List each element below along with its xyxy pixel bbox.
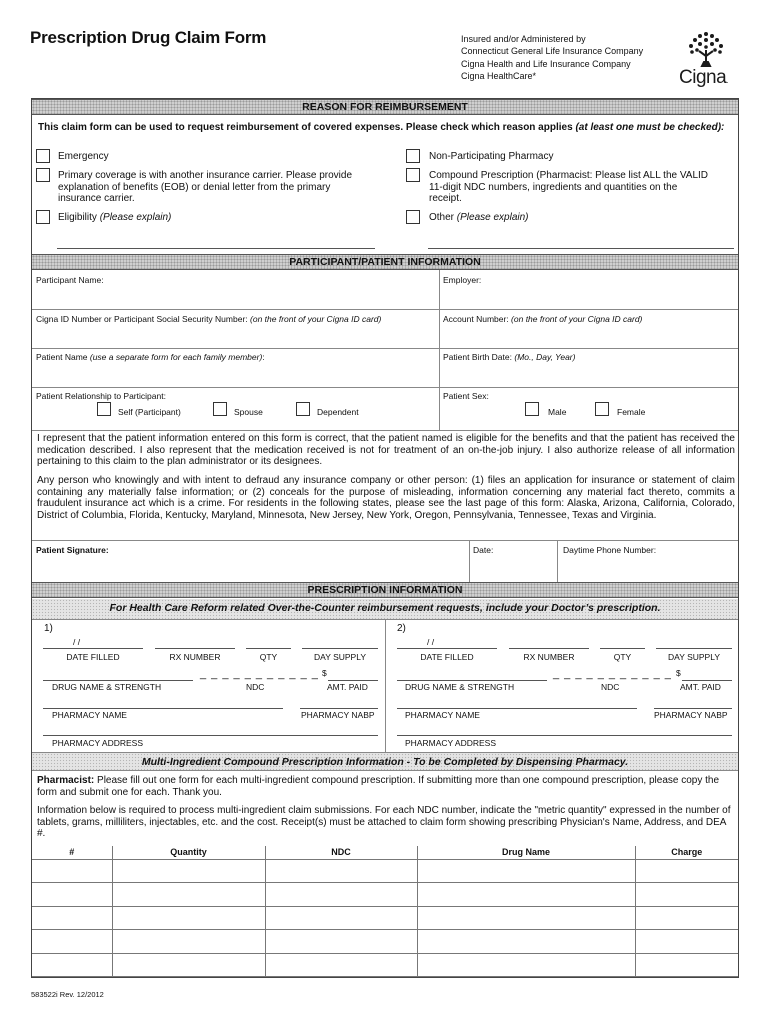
primary-coverage-label: Primary coverage is with another insurance carrier. Please provide explanation of benefits (EOB) or denial letter from the primary insurance carrier. — [58, 170, 353, 204]
rx2-rx-number-line[interactable] — [509, 648, 589, 649]
patient-name-note: (use a separate form for each family member) — [89, 352, 263, 362]
rx1-ndc-label: NDC — [246, 682, 265, 692]
rx2-ndc-field[interactable]: _ _ _ _ _ _ _ _ _ _ _ — [553, 668, 672, 680]
representation-statement: I represent that the patient information entered on this form is correct, that the patient named is eligible for the benefits and that the patient has received the medication described. I also represent that the medication received is not for treatment of an on-the-job injury. I also authorize release of all information pertaining to this claim to the plan administrator or its designees. — [37, 433, 735, 467]
pharmacist-text: Please fill out one form for each multi-ingredient compound prescription. If submitting more than one compound prescription, please copy the form and submit one for each. Thank you. — [37, 775, 720, 798]
rx1-qty-label: QTY — [259, 652, 278, 662]
cell-ndc[interactable] — [265, 930, 417, 954]
rx2-pharmacy-name-line[interactable] — [397, 708, 637, 709]
employer-field[interactable]: Employer: — [443, 275, 482, 285]
dependent-label: Dependent — [317, 407, 359, 417]
table-row — [32, 930, 738, 954]
rx1-number: 1) — [44, 623, 53, 634]
rx2-pharmacy-name-label: PHARMACY NAME — [405, 710, 480, 720]
cigna-id-note: (on the front of your Cigna ID card) — [250, 314, 382, 324]
self-checkbox[interactable] — [97, 402, 111, 416]
ingredient-header-row — [32, 846, 738, 859]
cell-ndc[interactable] — [265, 906, 417, 930]
participant-name-field[interactable]: Participant Name: — [36, 275, 104, 285]
rx1-pharmacy-address-label: PHARMACY ADDRESS — [52, 738, 144, 748]
rx2-pharmacy-nabp-line[interactable] — [654, 708, 732, 709]
rx2-drug-name-label: DRUG NAME & STRENGTH — [405, 682, 515, 692]
relationship-label: Patient Relationship to Participant: — [36, 391, 166, 401]
pharmacist-label: Pharmacist: — [37, 775, 95, 786]
cell-drug-name[interactable] — [417, 883, 635, 907]
cell-charge[interactable] — [635, 953, 738, 977]
cell-charge[interactable] — [635, 930, 738, 954]
cell-number[interactable] — [32, 906, 112, 930]
patient-name-label: Patient Name — [36, 352, 88, 362]
cell-number[interactable] — [32, 930, 112, 954]
cell-quantity[interactable] — [112, 906, 265, 930]
signature-divider — [557, 540, 558, 582]
signature-divider — [469, 540, 470, 582]
reason-intro — [38, 122, 734, 134]
account-number-field[interactable] — [443, 314, 642, 324]
rx2-number: 2) — [397, 623, 406, 634]
cell-quantity[interactable] — [112, 930, 265, 954]
rx1-day-supply-line[interactable] — [302, 648, 378, 649]
spouse-label: Spouse — [234, 407, 263, 417]
birth-date-note: (Mo., Day, Year) — [514, 352, 576, 362]
row-divider — [32, 430, 738, 431]
rx2-day-supply-line[interactable] — [656, 648, 732, 649]
cell-quantity[interactable] — [112, 953, 265, 977]
cigna-logo-text — [679, 67, 728, 89]
col-header-number: # — [32, 846, 112, 859]
insurer-line: Cigna HealthCare* — [461, 70, 537, 81]
cell-ndc[interactable] — [265, 883, 417, 907]
cigna-id-field[interactable] — [36, 314, 381, 324]
col-header-drug-name: Drug Name — [417, 846, 635, 859]
male-label: Male — [548, 407, 567, 417]
logo-word: Cigna — [679, 67, 727, 88]
otc-note: For Health Care Reform related Over-the-Counter reimbursement requests, include your Doctor’s prescription. — [109, 602, 661, 614]
cigna-id-label: Cigna ID Number or Participant Social Security Number: — [36, 314, 248, 324]
patient-signature-field[interactable]: Patient Signature: — [36, 545, 109, 555]
cell-drug-name[interactable] — [417, 906, 635, 930]
cell-charge[interactable] — [635, 906, 738, 930]
female-label: Female — [617, 407, 646, 417]
insurer-list — [461, 33, 643, 82]
row-divider — [32, 348, 738, 349]
eligibility-note: (Please explain) — [99, 212, 172, 223]
rx2-amt-paid-label: AMT. PAID — [680, 682, 721, 692]
cell-drug-name[interactable] — [417, 953, 635, 977]
row-divider — [32, 387, 738, 388]
rx1-qty-line[interactable] — [246, 648, 291, 649]
rx2-pharmacy-address-line[interactable] — [397, 735, 732, 736]
table-row — [32, 953, 738, 977]
form-title: Prescription Drug Claim Form — [30, 28, 267, 47]
rx1-ndc-field[interactable]: _ _ _ _ _ _ _ _ _ _ _ — [200, 668, 319, 680]
rx1-date-filled-label: DATE FILLED — [66, 652, 120, 662]
cell-ndc[interactable] — [265, 859, 417, 883]
rx1-drug-name-line[interactable] — [43, 680, 193, 681]
rx1-pharmacy-nabp-line[interactable] — [300, 708, 378, 709]
rx2-date-filled-line[interactable] — [397, 648, 497, 649]
ingredient-table — [32, 846, 738, 977]
rx2-rx-number-label: RX NUMBER — [523, 652, 575, 662]
non-participating-checkbox[interactable] — [406, 149, 420, 163]
self-label: Self (Participant) — [118, 407, 181, 417]
male-checkbox[interactable] — [525, 402, 539, 416]
rx2-drug-name-line[interactable] — [397, 680, 547, 681]
dependent-checkbox[interactable] — [296, 402, 310, 416]
compound-info: Information below is required to process multi-ingredient claim submissions. For each NDC number, indicate the "metric quantity" expressed in the number of tablets, grams, milliliters, injectables, etc. and the cost. Receipt(s) must be attached to claim form showing prescribing Physician's Name, Address, and DEA #. — [37, 805, 731, 839]
prescription-heading: PRESCRIPTION INFORMATION — [32, 582, 738, 598]
birth-date-field[interactable] — [443, 352, 575, 362]
rx1-day-supply-label: DAY SUPPLY — [314, 652, 366, 662]
table-row — [32, 859, 738, 883]
rx1-pharmacy-name-line[interactable] — [43, 708, 283, 709]
reason-intro-note: (at least one must be checked): — [575, 122, 725, 133]
rx2-qty-label: QTY — [613, 652, 632, 662]
other-checkbox[interactable] — [406, 210, 420, 224]
insurer-line: Insured and/or Administered by — [461, 34, 586, 44]
table-row — [32, 906, 738, 930]
rx2-day-supply-label: DAY SUPPLY — [668, 652, 720, 662]
spouse-checkbox[interactable] — [213, 402, 227, 416]
rx1-pharmacy-name-label: PHARMACY NAME — [52, 710, 127, 720]
non-participating-label: Non-Participating Pharmacy — [429, 151, 554, 162]
signature-date-field[interactable]: Date: — [473, 545, 494, 555]
insurer-line: Connecticut General Life Insurance Company — [461, 46, 644, 57]
rx2-ndc-label: NDC — [601, 682, 620, 692]
birth-date-label: Patient Birth Date: — [443, 352, 512, 362]
cell-charge[interactable] — [635, 859, 738, 883]
emergency-label: Emergency — [58, 151, 109, 162]
female-checkbox[interactable] — [595, 402, 609, 416]
eligibility-checkbox[interactable] — [36, 210, 50, 224]
reason-intro-text: This claim form can be used to request reimbursement of covered expenses. Please check which reason applies — [38, 122, 573, 133]
insurer-line: Cigna Health and Life Insurance Company — [461, 58, 631, 69]
col-header-charge: Charge — [635, 846, 738, 859]
patient-sex-label: Patient Sex: — [443, 391, 489, 401]
rx2-date-slashes: / / — [427, 637, 435, 647]
fraud-statement: Any person who knowingly and with intent to defraud any insurance company or other person: (1) files an application for insurance or statement of claim containing any materially false information; or (2) conceals for the purpose of misleading, information concerning any material fact thereto, commits a fraudulent insurance act which is a crime. For residents in the following states, please see the last page of this form: Alaska, Arizona, California, Colorado, District of Columbia, Florida, Kentucky, Maryland, Minnesota, New Jersey, New York, Oregon, Pennsylvania, Tennessee, Texas and Virginia. — [37, 475, 735, 521]
rx1-date-filled-line[interactable] — [43, 648, 143, 649]
reason-heading: REASON FOR REIMBURSEMENT — [32, 99, 738, 115]
rx1-drug-name-label: DRUG NAME & STRENGTH — [52, 682, 162, 692]
compound-heading: Multi-Ingredient Compound Prescription Information - To be Completed by Dispensing Pharmacy. — [141, 756, 629, 768]
cell-charge[interactable] — [635, 883, 738, 907]
signature-top-border — [32, 540, 738, 541]
rx1-pharmacy-nabp-label: PHARMACY NABP — [301, 710, 375, 720]
row-divider — [32, 309, 738, 310]
rx1-rx-number-label: RX NUMBER — [169, 652, 221, 662]
rx1-amt-paid-label: AMT. PAID — [327, 682, 368, 692]
rx1-date-slashes: / / — [73, 637, 81, 647]
cell-number[interactable] — [32, 953, 112, 977]
rx2-date-filled-label: DATE FILLED — [420, 652, 474, 662]
participant-heading: PARTICIPANT/PATIENT INFORMATION — [32, 254, 738, 270]
account-number-label: Account Number: — [443, 314, 509, 324]
cell-number[interactable] — [32, 859, 112, 883]
rx2-pharmacy-nabp-label: PHARMACY NABP — [654, 710, 728, 720]
logo-mark: . — [726, 76, 728, 85]
eligibility-label — [58, 212, 171, 224]
other-label — [429, 212, 529, 224]
rx2-pharmacy-address-label: PHARMACY ADDRESS — [405, 738, 497, 748]
rx1-rx-number-line[interactable] — [155, 648, 235, 649]
other-text: Other — [429, 212, 455, 223]
rx2-dollar-sign: $ — [676, 668, 681, 678]
pharmacist-instructions — [37, 775, 735, 798]
rx2-qty-line[interactable] — [600, 648, 645, 649]
cell-ndc[interactable] — [265, 953, 417, 977]
prescription-column-divider — [385, 620, 386, 752]
other-explain-line[interactable] — [428, 248, 734, 249]
primary-coverage-checkbox[interactable] — [36, 168, 50, 182]
participant-column-divider — [439, 270, 440, 430]
cell-drug-name[interactable] — [417, 859, 635, 883]
daytime-phone-field[interactable]: Daytime Phone Number: — [563, 545, 657, 555]
emergency-checkbox[interactable] — [36, 149, 50, 163]
cell-quantity[interactable] — [112, 859, 265, 883]
patient-name-colon: : — [262, 352, 265, 362]
eligibility-explain-line[interactable] — [57, 248, 375, 249]
col-header-ndc: NDC — [265, 846, 417, 859]
form-code: 583522i Rev. 12/2012 — [31, 990, 104, 999]
rx1-amt-paid-line[interactable] — [328, 680, 378, 681]
cell-quantity[interactable] — [112, 883, 265, 907]
cell-number[interactable] — [32, 883, 112, 907]
compound-label: Compound Prescription (Pharmacist: Please list ALL the VALID 11-digit NDC numbers, ingredients and quantities on the receipt. — [429, 170, 709, 204]
eligibility-text: Eligibility — [58, 212, 97, 223]
table-row — [32, 883, 738, 907]
rx1-pharmacy-address-line[interactable] — [43, 735, 378, 736]
patient-name-field[interactable] — [36, 352, 265, 362]
account-number-note: (on the front of your Cigna ID card) — [511, 314, 643, 324]
col-header-quantity: Quantity — [112, 846, 265, 859]
rx2-amt-paid-line[interactable] — [682, 680, 732, 681]
other-note: (Please explain) — [456, 212, 529, 223]
compound-checkbox[interactable] — [406, 168, 420, 182]
rx1-dollar-sign: $ — [322, 668, 327, 678]
cell-drug-name[interactable] — [417, 930, 635, 954]
